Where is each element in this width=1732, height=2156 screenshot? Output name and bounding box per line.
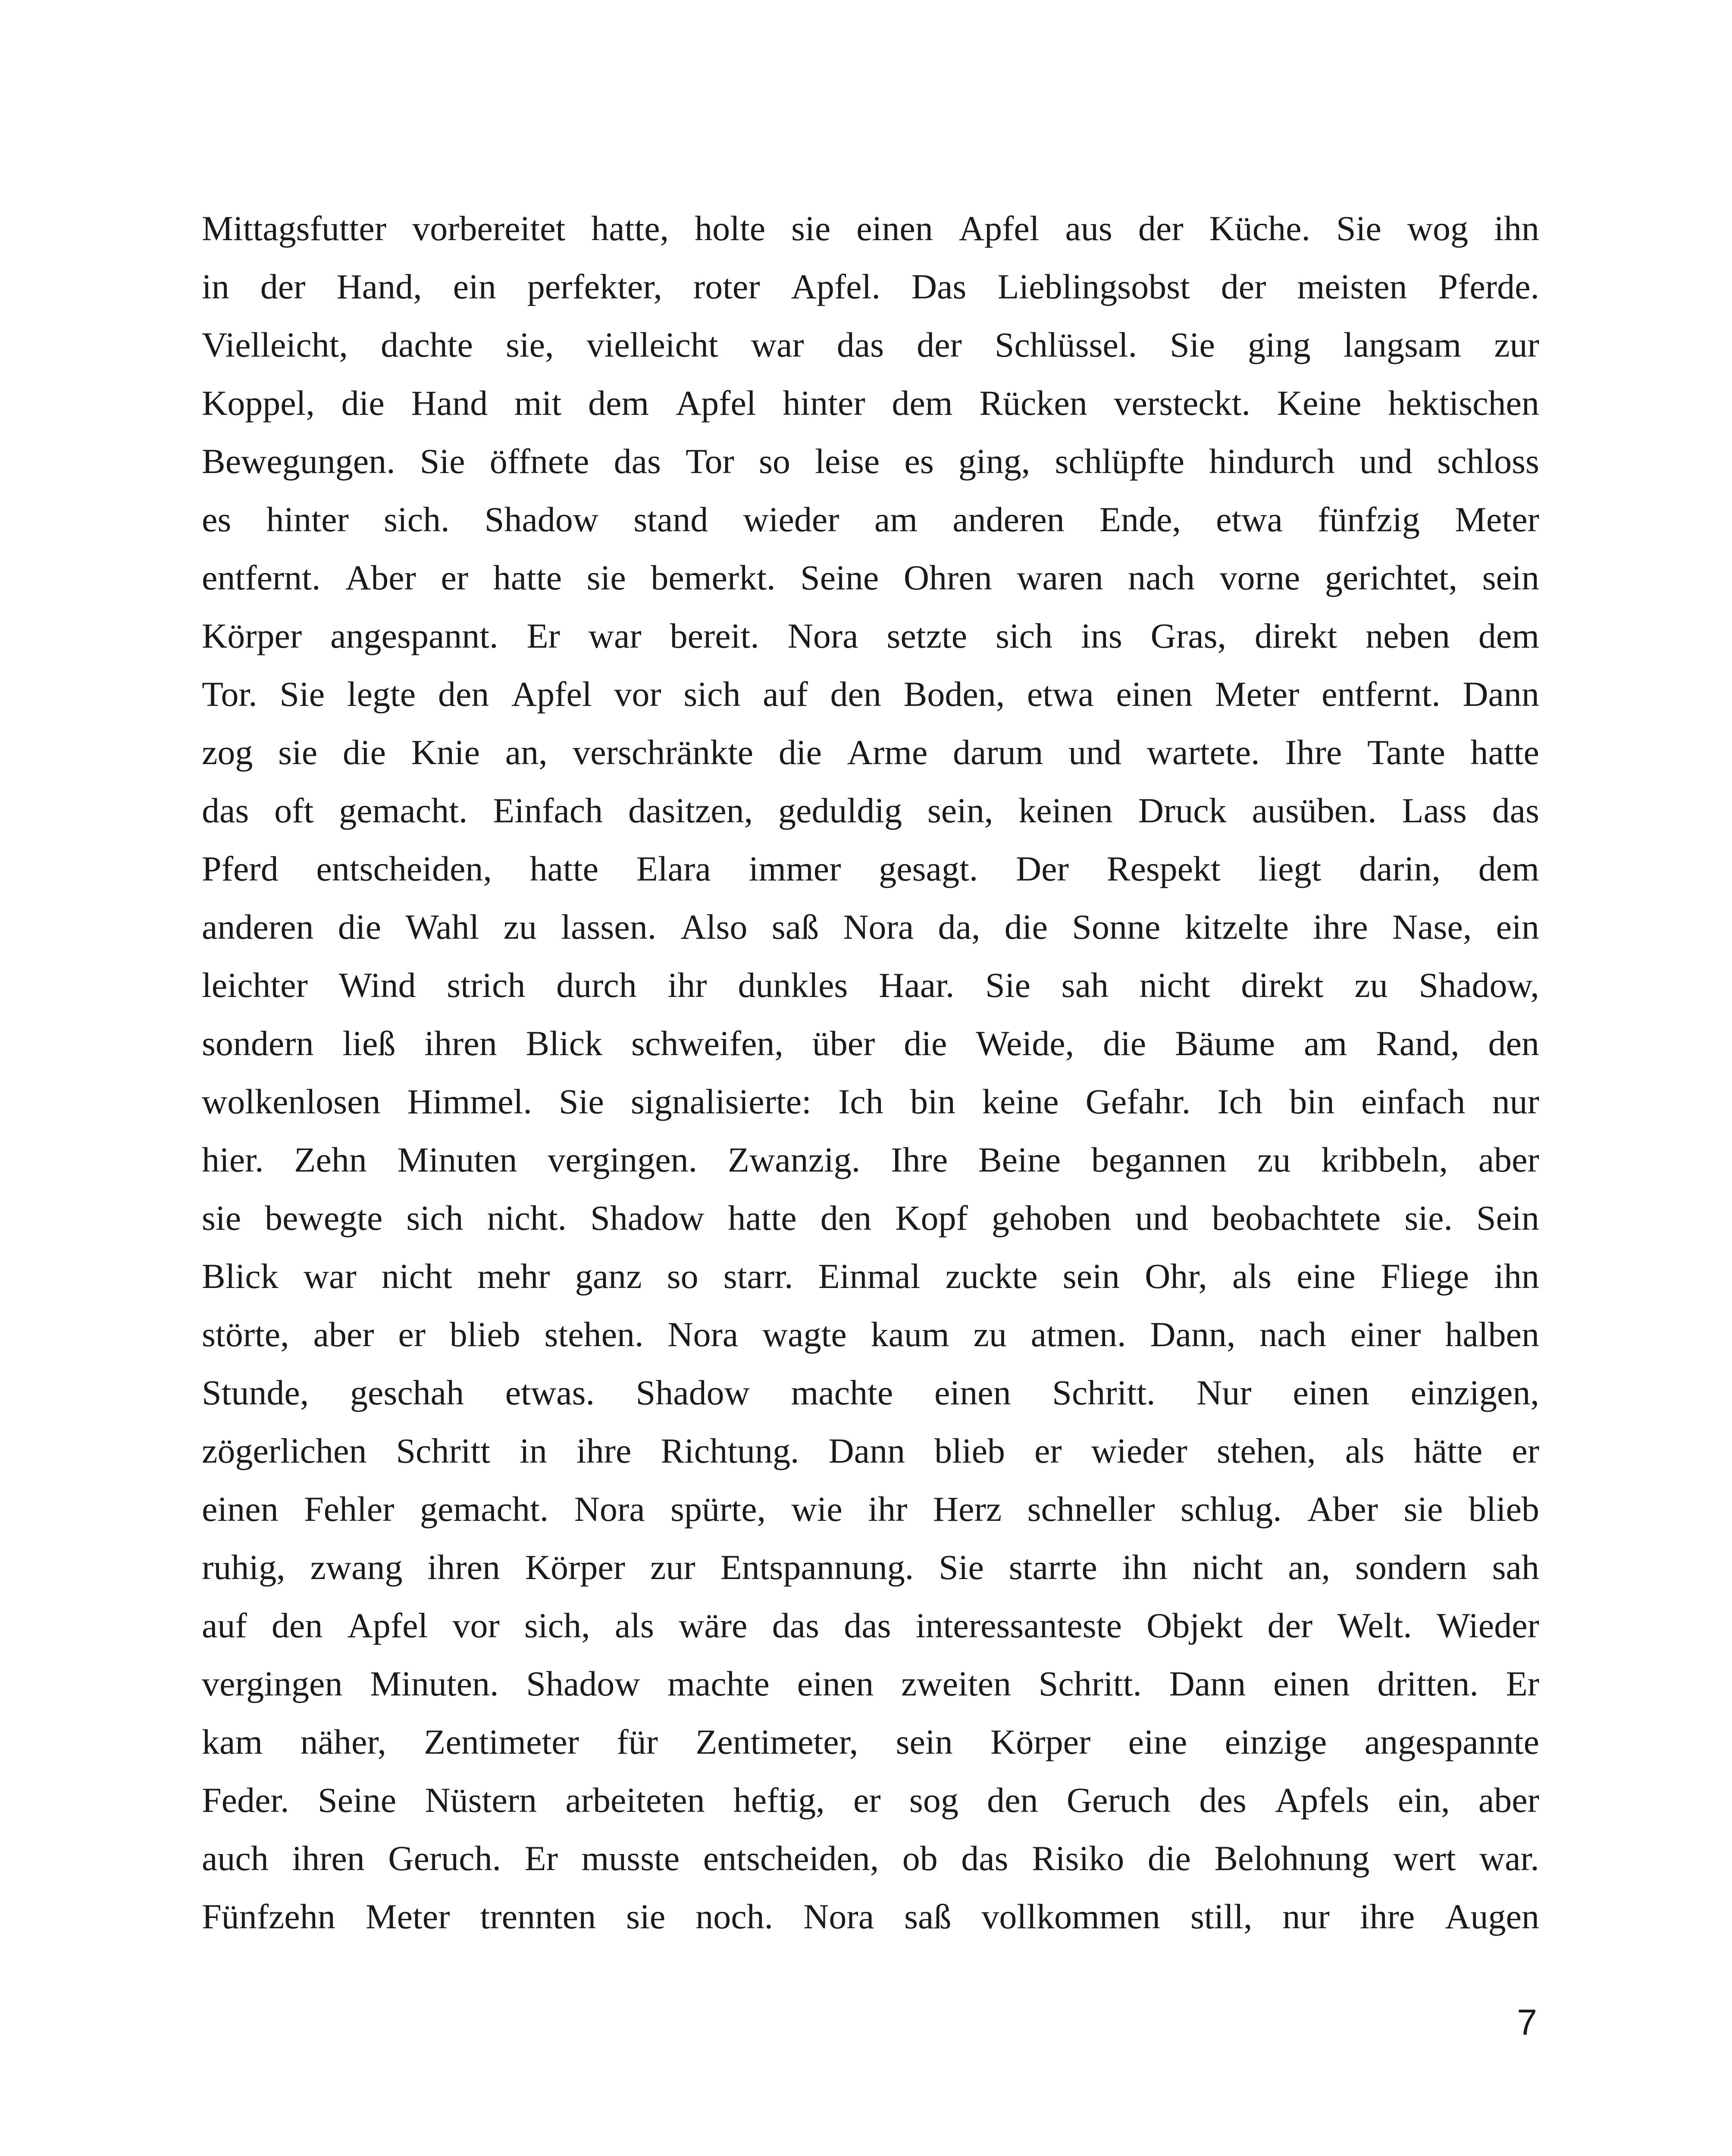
- text-line: auf den Apfel vor sich, als wäre das das interessanteste Objekt der Welt. Wieder: [202, 1606, 1539, 1645]
- text-line: sie bewegte sich nicht. Shadow hatte den Kopf gehoben und beobachtete sie. Sein: [202, 1198, 1539, 1238]
- text-line: hier. Zehn Minuten vergingen. Zwanzig. Ihre Beine begannen zu kribbeln, aber: [202, 1140, 1539, 1179]
- text-line: zog sie die Knie an, verschränkte die Arme darum und wartete. Ihre Tante hatte: [202, 733, 1539, 772]
- page-number: 7: [1517, 2002, 1537, 2043]
- text-line: es hinter sich. Shadow stand wieder am anderen Ende, etwa fünfzig Meter: [202, 500, 1539, 539]
- text-line: in der Hand, ein perfekter, roter Apfel. Das Lieblingsobst der meisten Pferde.: [202, 267, 1539, 306]
- text-line: auch ihren Geruch. Er musste entscheiden, ob das Risiko die Belohnung wert war.: [202, 1839, 1539, 1878]
- text-line: Koppel, die Hand mit dem Apfel hinter dem Rücken versteckt. Keine hektischen: [202, 383, 1539, 423]
- text-line: störte, aber er blieb stehen. Nora wagte kaum zu atmen. Dann, nach einer halben: [202, 1315, 1539, 1354]
- text-line: ruhig, zwang ihren Körper zur Entspannung. Sie starrte ihn nicht an, sondern sah: [202, 1548, 1539, 1587]
- text-line: sondern ließ ihren Blick schweifen, über die Weide, die Bäume am Rand, den: [202, 1024, 1539, 1063]
- text-line: Pferd entscheiden, hatte Elara immer gesagt. Der Respekt liegt darin, dem: [202, 849, 1539, 888]
- text-line: entfernt. Aber er hatte sie bemerkt. Seine Ohren waren nach vorne gerichtet, sein: [202, 558, 1539, 597]
- text-line: Stunde, geschah etwas. Shadow machte einen Schritt. Nur einen einzigen,: [202, 1373, 1539, 1412]
- text-line: Vielleicht, dachte sie, vielleicht war das der Schlüssel. Sie ging langsam zur: [202, 325, 1539, 364]
- text-line: Körper angespannt. Er war bereit. Nora setzte sich ins Gras, direkt neben dem: [202, 616, 1539, 655]
- text-line: einen Fehler gemacht. Nora spürte, wie ihr Herz schneller schlug. Aber sie blieb: [202, 1489, 1539, 1529]
- text-line: anderen die Wahl zu lassen. Also saß Nora da, die Sonne kitzelte ihre Nase, ein: [202, 907, 1539, 946]
- text-line: vergingen Minuten. Shadow machte einen zweiten Schritt. Dann einen dritten. Er: [202, 1664, 1539, 1703]
- body-text: [202, 199, 1539, 1946]
- text-line: Feder. Seine Nüstern arbeiteten heftig, er sog den Geruch des Apfels ein, aber: [202, 1780, 1539, 1820]
- text-line: zögerlichen Schritt in ihre Richtung. Dann blieb er wieder stehen, als hätte er: [202, 1431, 1539, 1470]
- text-line: leichter Wind strich durch ihr dunkles Haar. Sie sah nicht direkt zu Shadow,: [202, 965, 1539, 1005]
- text-line: wolkenlosen Himmel. Sie signalisierte: Ich bin keine Gefahr. Ich bin einfach nur: [202, 1082, 1539, 1121]
- text-line: kam näher, Zentimeter für Zentimeter, sein Körper eine einzige angespannte: [202, 1722, 1539, 1761]
- text-line: Blick war nicht mehr ganz so starr. Einmal zuckte sein Ohr, als eine Fliege ihn: [202, 1257, 1539, 1296]
- text-line: Tor. Sie legte den Apfel vor sich auf den Boden, etwa einen Meter entfernt. Dann: [202, 674, 1539, 714]
- text-line: Mittagsfutter vorbereitet hatte, holte sie einen Apfel aus der Küche. Sie wog ihn: [202, 209, 1539, 248]
- text-line: Bewegungen. Sie öffnete das Tor so leise es ging, schlüpfte hindurch und schloss: [202, 442, 1539, 481]
- text-line: das oft gemacht. Einfach dasitzen, geduldig sein, keinen Druck ausüben. Lass das: [202, 791, 1539, 830]
- text-line: Fünfzehn Meter trennten sie noch. Nora saß vollkommen still, nur ihre Augen: [202, 1897, 1539, 1936]
